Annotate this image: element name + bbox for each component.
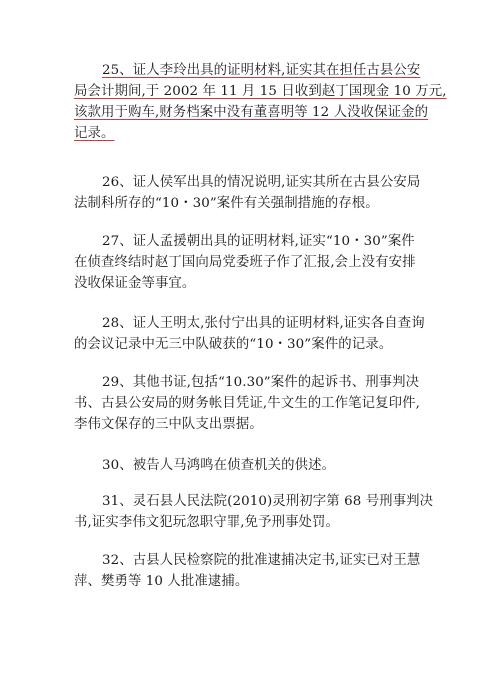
paragraph-line: 25、证人李玲出具的证明材料,证实其在担任古县公安 bbox=[102, 63, 421, 78]
paragraph-29 bbox=[74, 372, 420, 435]
paragraph-line: 27、证人孟援朝出具的证明材料,证实“10・30”案件 bbox=[102, 234, 415, 249]
paragraph-line: 32、古县人民检察院的批准逮捕决定书,证实已对王慧 bbox=[102, 553, 421, 568]
paragraph-line: 该款用于购车,财务档案中没有董喜明等 12 人没收保证金的 bbox=[74, 105, 429, 120]
paragraph-line: 李伟文保存的三中队支出票据。 bbox=[74, 417, 263, 432]
paragraph-line: 局会计期间,于 2002 年 11 月 15 日收到赵丁国现金 10 万元, bbox=[74, 84, 447, 99]
paragraph-31 bbox=[74, 491, 434, 533]
paragraph-line: 书,证实李伟文犯玩忽职守罪,免予刑事处罚。 bbox=[74, 515, 340, 530]
paragraph-line: 在侦查终结时赵丁国向局党委班子作了汇报,会上没有安排 bbox=[74, 255, 416, 270]
paragraph-30 bbox=[74, 455, 414, 476]
paragraph-line: 的会议记录中无三中队破获的“10・30”案件的记录。 bbox=[74, 337, 393, 352]
paragraph-27 bbox=[74, 231, 414, 294]
paragraph-line: 法制科所存的“10・30”案件有关强制措施的存根。 bbox=[74, 196, 379, 211]
paragraph-line: 26、证人侯军出具的情况说明,证实其所在古县公安局 bbox=[102, 175, 421, 190]
paragraph-26 bbox=[74, 172, 421, 214]
paragraph-line: 没收保证金等事宜。 bbox=[74, 276, 196, 291]
paragraph-25 bbox=[74, 60, 447, 144]
paragraph-32 bbox=[74, 550, 421, 592]
paragraph-line: 29、其他书证,包括“10.30”案件的起诉书、刑事判决 bbox=[102, 375, 420, 390]
paragraph-line: 28、证人王明太,张付宁出具的证明材料,证实各自查询 bbox=[102, 316, 425, 331]
paragraph-line: 31、灵石县人民法院(2010)灵刑初字第 68 号刑事判决 bbox=[102, 494, 434, 509]
paragraph-line: 萍、樊勇等 10 人批准逮捕。 bbox=[74, 574, 249, 589]
paragraph-line: 记录。 bbox=[74, 126, 115, 141]
paragraph-28 bbox=[74, 313, 425, 355]
paragraph-line: 30、被告人马鸿鸣在侦查机关的供述。 bbox=[102, 458, 336, 473]
paragraph-line: 书、古县公安局的财务帐目凭证,牛文生的工作笔记复印件, bbox=[74, 396, 420, 411]
